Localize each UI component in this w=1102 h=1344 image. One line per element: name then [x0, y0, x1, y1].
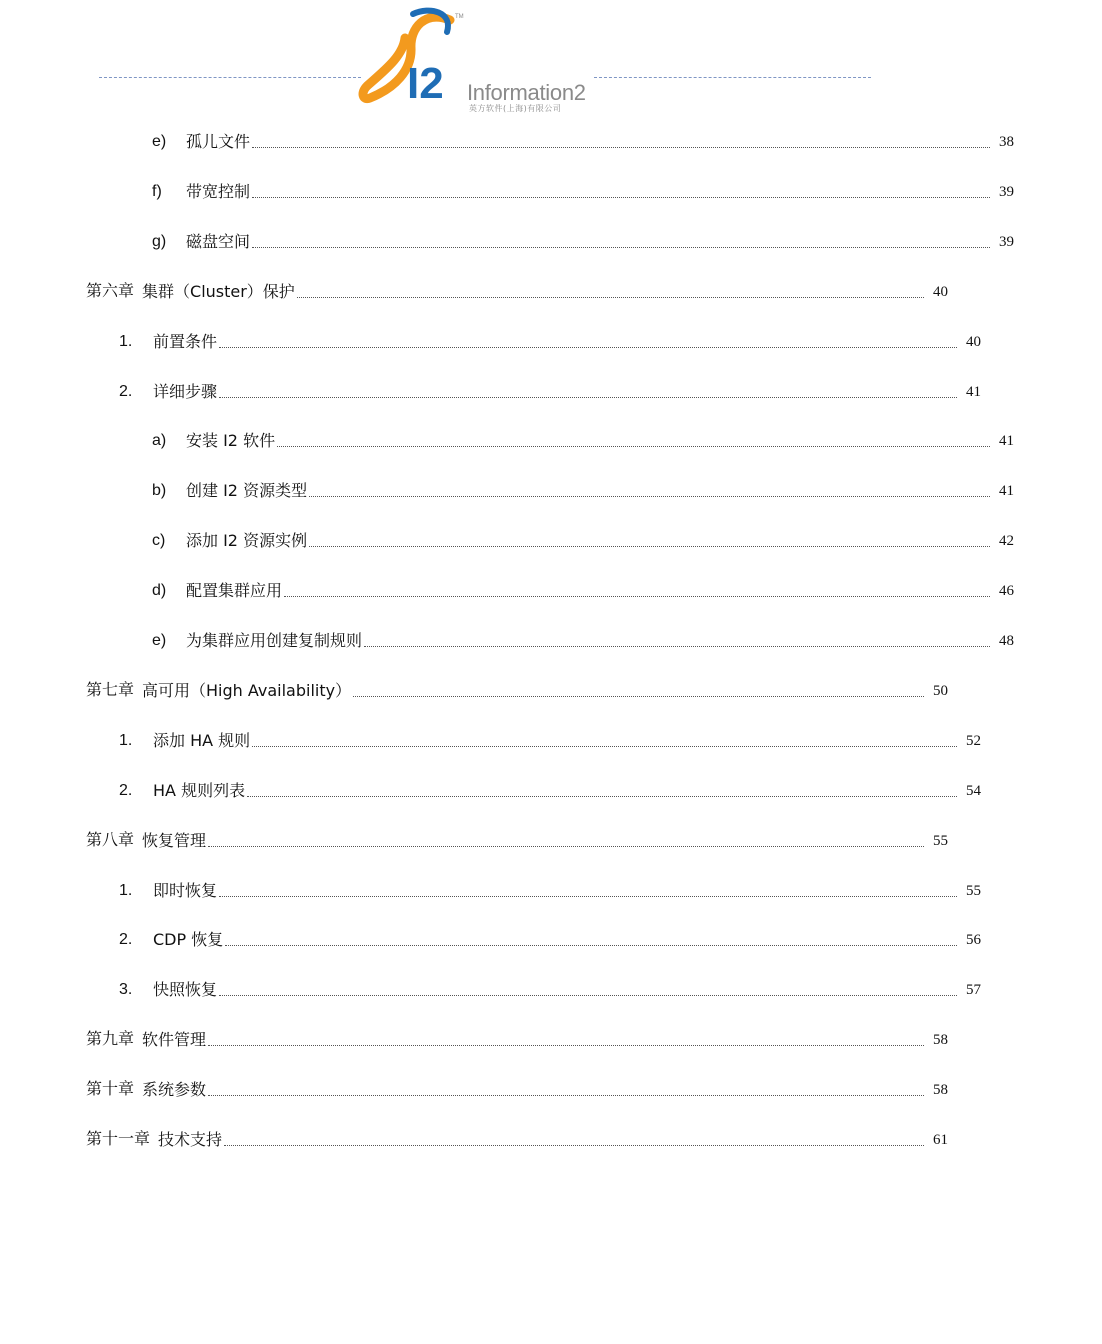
toc-entry-page: 58	[933, 1082, 948, 1098]
toc-entry-number: 1.	[119, 732, 133, 749]
toc-entry-number: 第七章	[86, 682, 135, 699]
toc-entry-title: 软件管理	[142, 1030, 207, 1049]
toc-entry-page: 38	[999, 134, 1014, 150]
toc-dot-leader	[284, 596, 990, 597]
toc-entry[interactable]	[0, 328, 1069, 352]
i2-logo-icon	[355, 8, 470, 108]
toc-dot-leader	[297, 297, 924, 298]
toc-dot-leader	[252, 147, 990, 148]
toc-dot-leader	[353, 696, 924, 697]
page-header	[0, 0, 950, 120]
brand-subtitle: 英方软件(上海)有限公司	[469, 104, 562, 113]
toc-entry-number: b)	[152, 482, 167, 499]
toc-entry-number: 1.	[119, 333, 133, 350]
toc-dot-leader	[219, 995, 957, 996]
toc-entry[interactable]	[0, 477, 1102, 501]
toc-entry-page: 61	[933, 1132, 948, 1148]
toc-entry-number: c)	[152, 532, 166, 549]
toc-entry-title: 孤儿文件	[186, 132, 251, 151]
toc-entry-title: 系统参数	[142, 1080, 207, 1099]
toc-entry-page: 52	[966, 733, 981, 749]
toc-entry-number: d)	[152, 582, 167, 599]
toc-entry[interactable]	[0, 777, 1069, 801]
toc-dot-leader	[219, 347, 957, 348]
toc-entry-number: g)	[152, 233, 167, 250]
toc-entry-number: f)	[152, 183, 162, 200]
toc-dot-leader	[309, 496, 990, 497]
toc-entry-title: 带宽控制	[186, 182, 251, 201]
toc-entry[interactable]	[0, 427, 1102, 451]
toc-entry-number: 第十章	[86, 1081, 135, 1098]
toc-dot-leader	[277, 446, 990, 447]
toc-entry-title: 技术支持	[158, 1130, 223, 1149]
toc-entry-page: 48	[999, 633, 1014, 649]
toc-entry[interactable]	[0, 178, 1102, 202]
toc-entry-page: 41	[966, 384, 981, 400]
svg-text:TM: TM	[455, 14, 464, 20]
toc-entry[interactable]	[0, 128, 1102, 152]
toc-entry[interactable]	[0, 278, 1036, 302]
toc-dot-leader	[219, 896, 957, 897]
toc-entry-page: 50	[933, 683, 948, 699]
toc-entry-page: 56	[966, 932, 981, 948]
toc-entry-number: 第六章	[86, 283, 135, 300]
toc-entry-title: CDP 恢复	[153, 930, 224, 949]
toc-entry-title: 集群（Cluster）保护	[142, 282, 295, 301]
toc-entry-page: 40	[933, 284, 948, 300]
toc-entry-title: HA 规则列表	[153, 781, 246, 800]
toc-entry-title: 磁盘空间	[186, 232, 251, 251]
toc-entry-number: 第十一章	[86, 1131, 151, 1148]
toc-entry-page: 40	[966, 334, 981, 350]
brand-name: Information2	[467, 80, 586, 105]
toc-dot-leader	[224, 1145, 924, 1146]
toc-entry-title: 快照恢复	[153, 980, 218, 999]
toc-entry-title: 恢复管理	[142, 831, 207, 850]
toc-dot-leader	[364, 646, 990, 647]
toc-entry-title: 为集群应用创建复制规则	[186, 631, 363, 650]
toc-entry-page: 57	[966, 982, 981, 998]
toc-entry[interactable]	[0, 827, 1036, 851]
toc-dot-leader	[252, 746, 957, 747]
toc-entry-number: 第八章	[86, 832, 135, 849]
toc-dot-leader	[247, 796, 957, 797]
toc-entry-number: 3.	[119, 981, 133, 998]
toc-dot-leader	[252, 197, 990, 198]
toc-entry[interactable]	[0, 228, 1102, 252]
toc-entry-page: 54	[966, 783, 981, 799]
toc-entry[interactable]	[0, 1126, 1036, 1150]
toc-entry-number: 1.	[119, 882, 133, 899]
toc-dot-leader	[219, 397, 957, 398]
toc-entry-title: 添加 I2 资源实例	[186, 531, 308, 550]
toc-dot-leader	[208, 846, 924, 847]
logo-mark: I2	[407, 59, 444, 108]
toc-entry-number: a)	[152, 432, 167, 449]
toc-entry[interactable]	[0, 877, 1069, 901]
toc-entry-number: e)	[152, 632, 167, 649]
toc-entry-page: 55	[933, 833, 948, 849]
toc-entry-number: 2.	[119, 782, 133, 799]
header-rule-left	[99, 77, 361, 78]
toc-entry-number: 2.	[119, 931, 133, 948]
toc-entry[interactable]	[0, 976, 1069, 1000]
toc-entry[interactable]	[0, 1026, 1036, 1050]
toc-entry-page: 41	[999, 433, 1014, 449]
toc-entry-title: 即时恢复	[153, 881, 218, 900]
toc-entry-page: 46	[999, 583, 1014, 599]
toc-entry[interactable]	[0, 677, 1036, 701]
toc-dot-leader	[309, 546, 990, 547]
toc-entry-title: 前置条件	[153, 332, 218, 351]
toc-dot-leader	[225, 945, 957, 946]
toc-dot-leader	[252, 247, 990, 248]
toc-entry-page: 41	[999, 483, 1014, 499]
toc-entry-title: 创建 I2 资源类型	[186, 481, 308, 500]
toc-entry-title: 添加 HA 规则	[153, 731, 251, 750]
toc-entry-number: 2.	[119, 383, 133, 400]
toc-dot-leader	[208, 1045, 924, 1046]
toc-entry-number: e)	[152, 133, 167, 150]
toc-entry-page: 55	[966, 883, 981, 899]
toc-entry-page: 39	[999, 234, 1014, 250]
toc-entry[interactable]	[0, 1076, 1036, 1100]
toc-dot-leader	[208, 1095, 924, 1096]
toc-entry[interactable]	[0, 627, 1102, 651]
toc-entry[interactable]	[0, 577, 1102, 601]
toc-entry-title: 高可用（High Availability）	[142, 681, 352, 700]
toc-entry[interactable]	[0, 926, 1069, 950]
toc-entry-page: 58	[933, 1032, 948, 1048]
toc-entry[interactable]	[0, 727, 1069, 751]
toc-entry-title: 详细步骤	[153, 382, 218, 401]
toc-entry-page: 39	[999, 184, 1014, 200]
toc-entry-title: 安装 I2 软件	[186, 431, 276, 450]
toc-entry[interactable]	[0, 378, 1069, 402]
toc-entry-number: 第九章	[86, 1031, 135, 1048]
toc-entry[interactable]	[0, 527, 1102, 551]
toc-entry-title: 配置集群应用	[186, 581, 283, 600]
toc-entry-page: 42	[999, 533, 1014, 549]
header-rule-right	[594, 77, 871, 78]
